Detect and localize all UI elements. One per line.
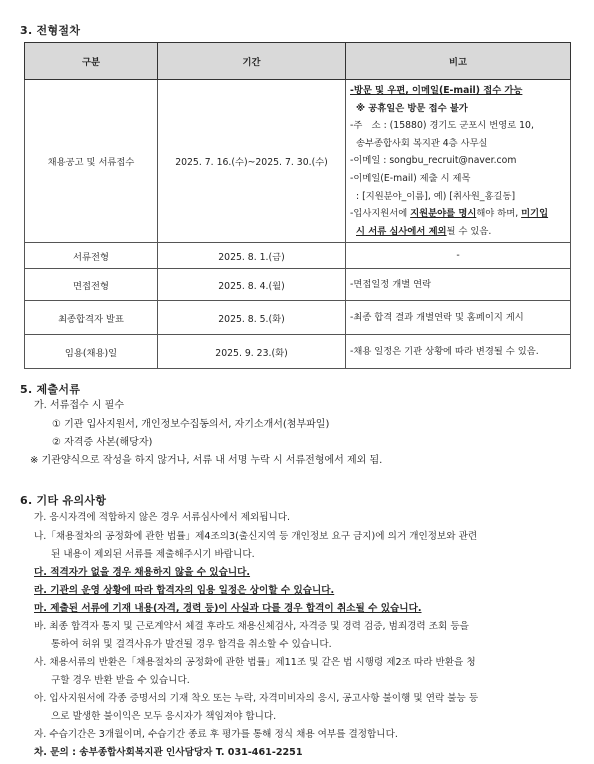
note-line: -이메일(E-mail) 제출 시 제목 bbox=[350, 172, 471, 184]
procedure-table bbox=[24, 42, 571, 369]
period-cell: 2025. 9. 23.(화) bbox=[158, 335, 346, 369]
type-cell: 서류전형 bbox=[25, 243, 158, 269]
section-6-item: 구할 경우 반환 받을 수 있습니다. bbox=[51, 675, 190, 686]
table-row bbox=[25, 243, 571, 269]
section-6-item: 사. 채용서류의 반환은「채용절차의 공정화에 관한 법률」제11조 및 같은 법 시행령 제2조 따라 반환을 청 bbox=[34, 657, 476, 668]
section-6-item: 으로 발생한 불이익은 모두 응시자가 책임져야 합니다. bbox=[51, 711, 277, 722]
notes-cell: -면접일정 개별 연락 bbox=[346, 269, 571, 301]
note-emphasis: 지원분야를 명시 bbox=[410, 208, 477, 220]
note-text: -입사지원서에 bbox=[350, 208, 411, 220]
note-line bbox=[350, 223, 566, 241]
note-line: 송부종합사회 복지관 4층 사무실 bbox=[356, 137, 488, 149]
section-5-subitem: ① 기관 입사지원서, 개인정보수집동의서, 자기소개서(첨부파일) bbox=[52, 419, 330, 430]
table-row bbox=[25, 301, 571, 335]
contact-info: 차. 문의 : 송부종합사회복지관 인사담당자 T. 031-461-2251 bbox=[34, 747, 303, 758]
note-text: 될 수 있음. bbox=[446, 225, 492, 237]
section-6-item: 나.「채용절차의 공정화에 관한 법률」제4조의3(출신지역 등 개인정보 요구 금지)에 의거 개인정보와 관련 bbox=[34, 531, 478, 542]
note-line: -이메일 : songbu_recruit@naver.com bbox=[350, 155, 517, 167]
section-6-item: 자. 수습기간은 3개월이며, 수습기간 종료 후 평가를 통해 정식 채용 여부를 결정합니다. bbox=[34, 729, 398, 740]
table-row bbox=[25, 80, 571, 243]
period-cell: 2025. 8. 4.(월) bbox=[158, 269, 346, 301]
period-cell: 2025. 8. 1.(금) bbox=[158, 243, 346, 269]
section-5-subitem: ② 자격증 사본(해당자) bbox=[52, 437, 153, 448]
notes-cell: - bbox=[346, 243, 571, 269]
type-cell: 채용공고 및 서류접수 bbox=[25, 80, 158, 243]
section-6-item: 다. 적격자가 없을 경우 채용하지 않을 수 있습니다. bbox=[34, 567, 251, 578]
column-header-notes: 비고 bbox=[346, 43, 571, 80]
section-6-item: 바. 최종 합격자 통지 및 근로계약서 체결 후라도 채용신체검사, 자격증 및 경력 검증, 범죄경력 조회 등을 bbox=[34, 621, 469, 632]
note-text: 해야 하며, bbox=[476, 208, 522, 220]
table-row bbox=[25, 335, 571, 369]
note-line: -방문 및 우편, 이메일(E-mail) 접수 가능 bbox=[350, 85, 523, 96]
notes-cell bbox=[346, 80, 571, 243]
section-5-item: 가. 서류접수 시 필수 bbox=[34, 400, 124, 411]
note-emphasis: 시 서류 심사에서 제외 bbox=[356, 225, 447, 237]
notes-cell: -최종 합격 결과 개별연락 및 홈페이지 게시 bbox=[346, 301, 571, 335]
section-3-title: 3. 전형절차 bbox=[20, 24, 81, 37]
table-row bbox=[25, 269, 571, 301]
section-6-item: 가. 응시자격에 적합하지 않은 경우 서류심사에서 제외됩니다. bbox=[34, 512, 291, 523]
note-emphasis: 미기입 bbox=[521, 208, 549, 220]
type-cell: 면접전형 bbox=[25, 269, 158, 301]
table-header-row bbox=[25, 43, 571, 80]
note-line: ※ 공휴일은 방문 접수 불가 bbox=[356, 102, 468, 114]
section-5-title: 5. 제출서류 bbox=[20, 383, 81, 396]
section-6-item: 마. 제출된 서류에 기재 내용(자격, 경력 등)이 사실과 다를 경우 합격이 취소될 수 있습니다. bbox=[34, 603, 422, 614]
section-6-item: 통하여 허위 및 결격사유가 발견될 경우 합격을 취소할 수 있습니다. bbox=[51, 639, 332, 650]
section-5-note: ※ 기관양식으로 작성을 하지 않거나, 서류 내 서명 누락 시 서류전형에서 제외 됨. bbox=[30, 455, 383, 466]
section-6-title: 6. 기타 유의사항 bbox=[20, 494, 107, 507]
section-6-item: 라. 기관의 운영 상황에 따라 합격자의 임용 일정은 상이할 수 있습니다. bbox=[34, 585, 335, 596]
notes-cell: -채용 일정은 기관 상황에 따라 변경될 수 있음. bbox=[346, 335, 571, 369]
period-cell: 2025. 8. 5.(화) bbox=[158, 301, 346, 335]
section-6-item: 아. 입사지원서에 각종 증명서의 기재 착오 또는 누락, 자격미비자의 응시, 공고사항 불이행 및 연락 불능 등 bbox=[34, 693, 479, 704]
column-header-type: 구분 bbox=[25, 43, 158, 80]
note-line bbox=[350, 205, 566, 223]
section-6-item: 된 내용이 제외된 서류를 제출해주시기 바랍니다. bbox=[51, 549, 255, 560]
type-cell: 임용(채용)일 bbox=[25, 335, 158, 369]
column-header-period: 기간 bbox=[158, 43, 346, 80]
type-cell: 최종합격자 발표 bbox=[25, 301, 158, 335]
period-cell: 2025. 7. 16.(수)~2025. 7. 30.(수) bbox=[158, 80, 346, 243]
note-line: : [지원분야_이름], 예) [취사원_홍길동] bbox=[356, 190, 516, 202]
note-line: -주 소 : (15880) 경기도 군포시 번영로 10, bbox=[350, 120, 534, 132]
